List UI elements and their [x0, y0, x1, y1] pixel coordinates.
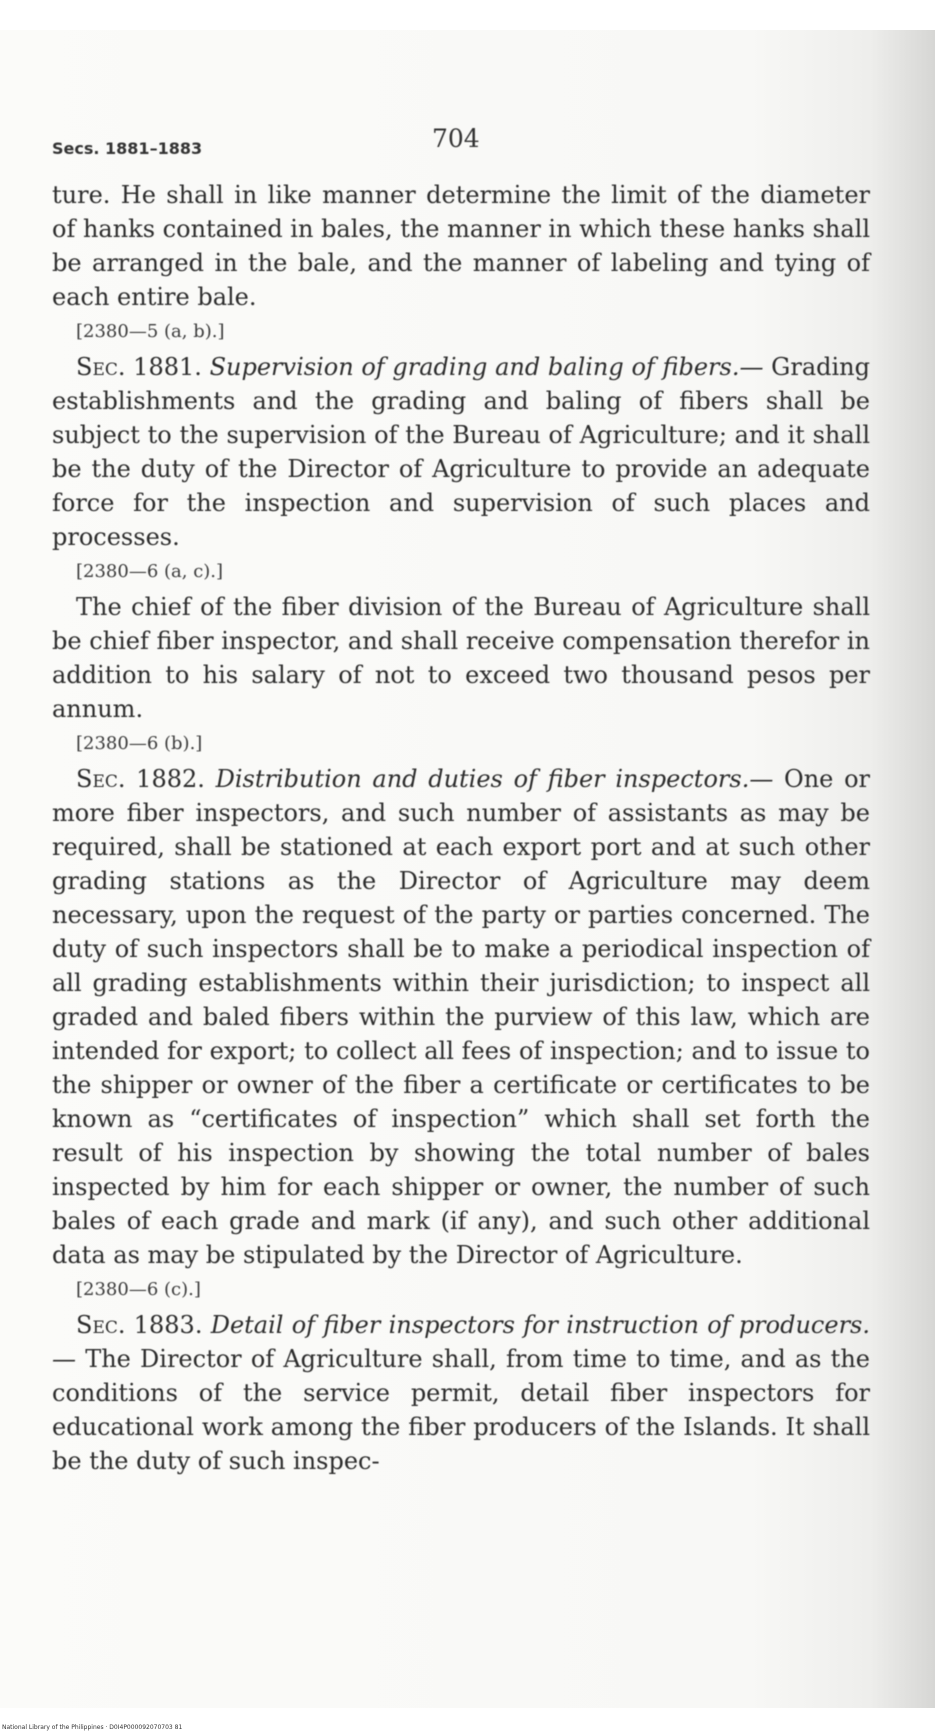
scan-top-margin [0, 0, 935, 30]
section-1882 [52, 762, 870, 1272]
page-body [52, 118, 870, 1478]
section-1881 [52, 350, 870, 554]
scan-footer [0, 1708, 935, 1734]
citation: [2380—6 (c).] [76, 1279, 201, 1300]
paragraph-chief-inspector: The chief of the fiber division of the Bureau of Agriculture shall be chief fiber inspector, and shall receive compensation therefor in addition to his salary of not to exceed two thousand pesos per annum. [52, 593, 870, 723]
footer-caption: National Library of the Philippines · D0I4P000092070703 81 [2, 1724, 183, 1731]
citation: [2380—6 (a, c).] [76, 561, 224, 582]
section-title: Supervision of grading and baling of fibers.— [209, 353, 764, 381]
section-title: Distribution and duties of fiber inspectors.— [215, 765, 774, 793]
page-number: 704 [432, 124, 480, 153]
section-label: Sec. 1881. [76, 353, 202, 381]
section-reference: Secs. 1881–1883 [52, 139, 203, 158]
section-title: Detail of fiber inspectors for instruction of producers.— [52, 1311, 870, 1373]
section-label: Sec. 1882. [76, 765, 205, 793]
section-label: Sec. 1883. [76, 1311, 203, 1339]
citation: [2380—5 (a, b).] [76, 321, 225, 342]
paragraph-continuation: ture. He shall in like manner determine the limit of the diameter of hanks contained in bales, the manner in which these hanks shall be arranged in the bale, and the manner of labeling and tying of each entire bale. [52, 181, 870, 311]
citation: [2380—6 (b).] [76, 733, 203, 754]
running-head [52, 118, 870, 178]
section-body: The Director of Agriculture shall, from time to time, and as the conditions of the service permit, detail fiber inspectors for educational work among the fiber producers of the Islands. It shall be the duty of such inspec- [52, 1345, 870, 1475]
section-body: Grading establishments and the grading and baling of fibers shall be subject to the supervision of the Bureau of Agriculture; and it shall be the duty of the Director of Agriculture to provide an adequate force for the inspection and supervision of such places and processes. [52, 353, 870, 551]
section-1883 [52, 1308, 870, 1478]
section-body: One or more fiber inspectors, and such number of assistants as may be required, shall be stationed at each export port and at such other grading stations as the Director of Agriculture may deem necessary, upon the request of the party or parties concerned. The duty of such inspectors shall be to make a periodical inspection of all grading establishments within their jurisdiction; to inspect all graded and baled fibers within the purview of this law, which are intended for export; to collect all fees of inspection; and to issue to the shipper or owner of the fiber a certificate or certificates to be known as “certificates of inspection” which shall set forth the result of his inspection by showing the total number of bales inspected by him for each shipper or owner, the number of such bales of each grade and mark (if any), and such other additional data as may be stipulated by the Director of Agriculture. [52, 765, 870, 1269]
